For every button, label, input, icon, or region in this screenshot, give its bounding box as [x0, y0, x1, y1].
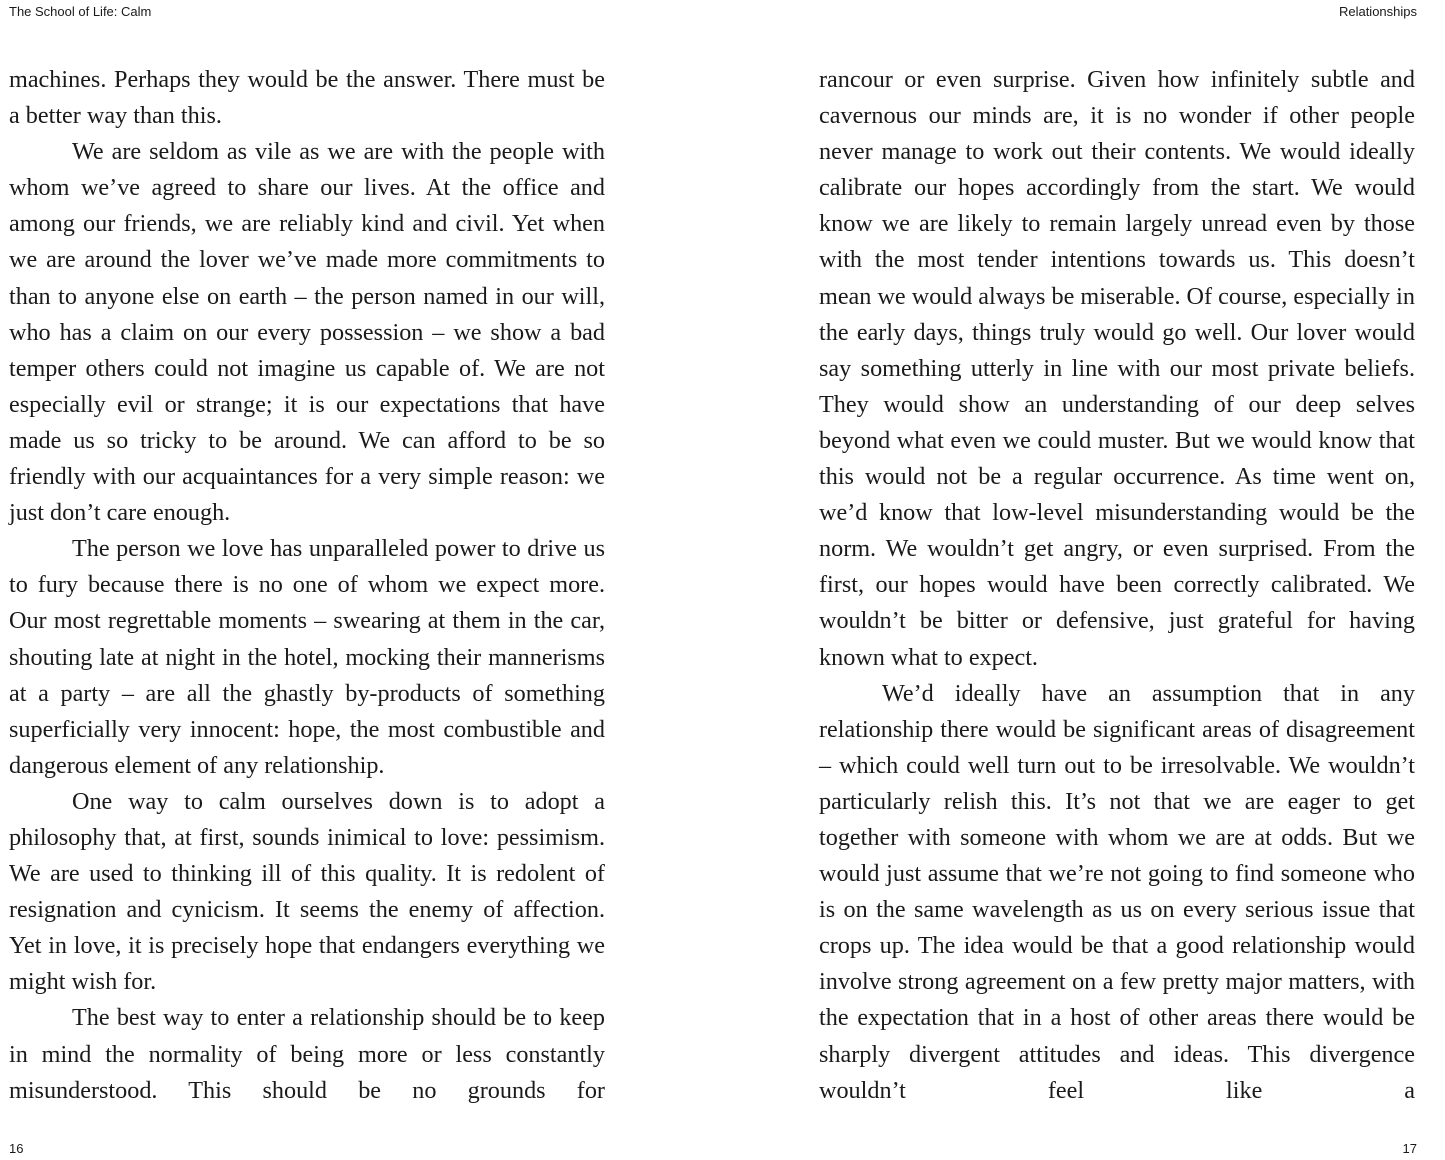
running-header-section-title: Relationships	[1338, 4, 1417, 19]
right-page-body	[819, 62, 1415, 1109]
left-page-body	[9, 62, 605, 1109]
right-paragraph-1: rancour or even surprise. Given how infinitely subtle and cavernous our minds are, it is no wonder if other people never manage to work out their contents. We would ideally calibrate our hopes accordingly from the start. We would know we are likely to remain largely unread even by those with the most tender intentions towards us. This doesn’t mean we would always be miserable. Of course, especially in the early days, things truly would go well. Our lover would say something utterly in line with our most private beliefs. They would show an understanding of our deep selves beyond what even we could muster. But we would know that this would not be a regular occurrence. As time went on, we’d know that low-level misunderstanding would be the norm. We wouldn’t get angry, or even surprised. From the first, our hopes would have been correctly calibrated. We wouldn’t be bitter or defensive, just grateful for having known what to expect.	[819, 66, 1415, 671]
left-paragraph-3: The person we love has unparalleled power to drive us to fury because there is no one of whom we expect more. Our most regrettable moments – swearing at them in the car, shouting late at night in the hotel, mocking their mannerisms at a party – are all the ghastly by-products of something superficially very innocent: hope, the most combustible and dangerous element of any relationship.	[9, 535, 605, 779]
left-paragraph-4: One way to calm ourselves down is to adopt a philosophy that, at first, sounds inimical to love: pessimism. We are used to thinking ill of this quality. It is redolent of resignation and cynicism. It seems the enemy of affection. Yet in love, it is precisely hope that endangers everything we might wish for.	[9, 787, 605, 996]
left-paragraph-1: machines. Perhaps they would be the answer. There must be a better way than this.	[9, 66, 605, 130]
left-paragraph-2: We are seldom as vile as we are with the people with whom we’ve agreed to share our lives. At the office and among our friends, we are reliably kind and civil. Yet when we are around the lover we’ve made more commitments to than to anyone else on earth – the person named in our will, who has a claim on our every possession – we show a bad temper others could not imagine us capable of. We are not especially evil or strange; it is our expectations that have made us so tricky to be around. We can afford to be so friendly with our acquaintances for a very simple reason: we just don’t care enough.	[9, 138, 605, 527]
page-number-left: 16	[9, 1141, 24, 1156]
running-header-book-title: The School of Life: Calm	[9, 4, 152, 19]
page-number-right: 17	[1402, 1141, 1417, 1156]
left-paragraph-5: The best way to enter a relationship should be to keep in mind the normality of being more or less constantly misunderstood. This should be no grounds for	[9, 1004, 605, 1104]
right-paragraph-2: We’d ideally have an assumption that in any relationship there would be significant areas of disagreement – which could well turn out to be irresolvable. We wouldn’t particularly relish this. It’s not that we are eager to get together with someone with whom we are at odds. But we would just assume that we’re not going to find someone who is on the same wavelength as us on every serious issue that crops up. The idea would be that a good relationship would involve strong agreement on a few pretty major matters, with the expectation that in a host of other areas there would be sharply divergent attitudes and ideas. This divergence wouldn’t feel like a	[819, 679, 1415, 1104]
